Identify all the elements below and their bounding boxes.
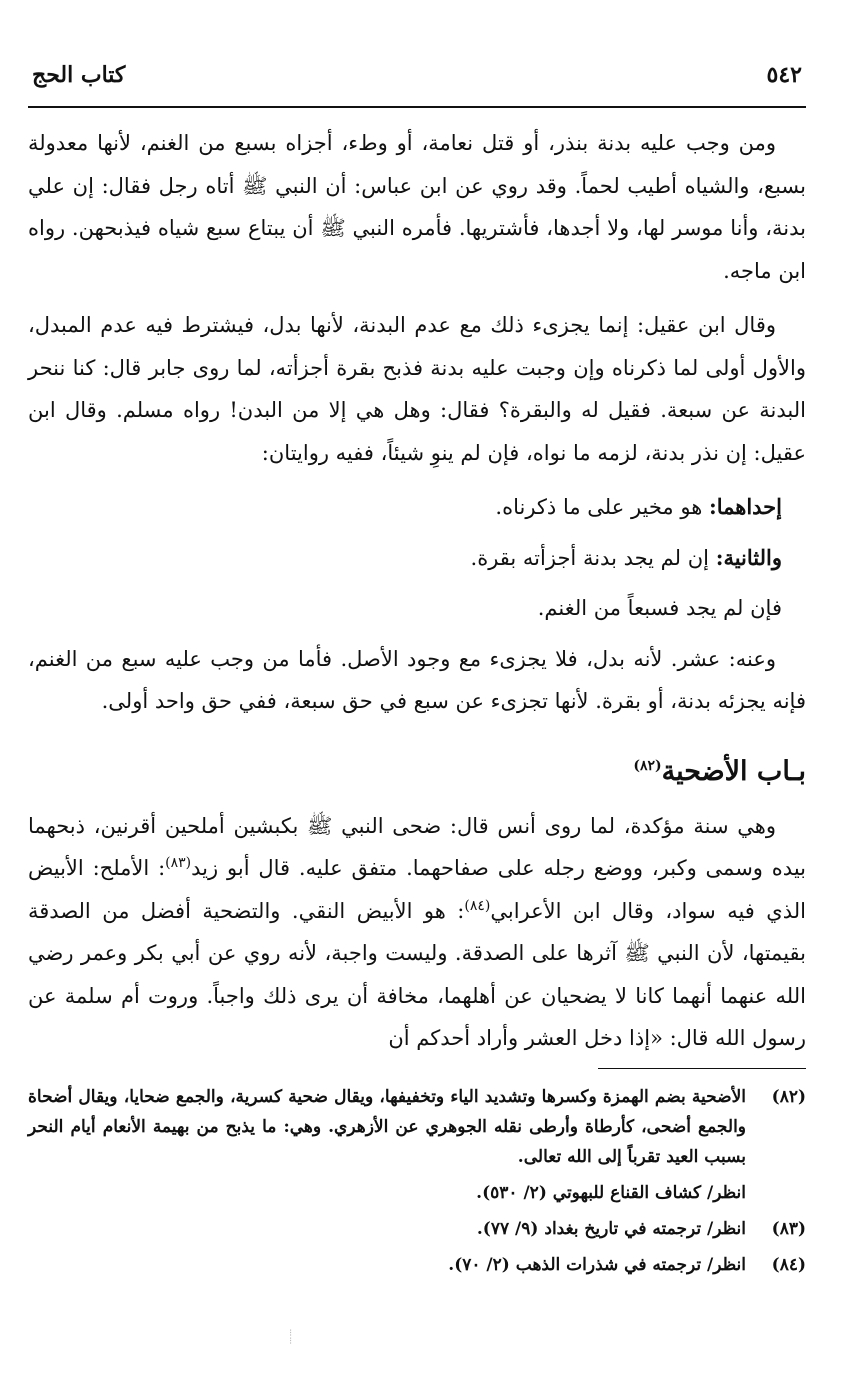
riwaya-label: إحداهما: — [708, 494, 782, 519]
riwaya-text: هو مخير على ما ذكرناه. — [495, 495, 703, 519]
footnote-number: (٨٤) — [771, 1255, 806, 1275]
paragraph-part: وهي سنة مؤكدة، لما روى أنس قال: ضحى النبي ﷺ بكبشين أملحين أقرنين، ذبحهما بيده وسمى وكبر، ووضع رجله على صفاحهما. متفق عليه. قال أبو زيد — [28, 813, 806, 880]
page-number: ٥٤٢ — [766, 62, 802, 88]
footnotes — [28, 1082, 806, 1286]
paragraph — [28, 805, 806, 1060]
paragraph-part: : الأملح: الأبيض الذي فيه سواد، وقال ابن الأعرابي — [28, 856, 806, 923]
scan-mark: ⁝ ⁝ — [289, 1328, 293, 1347]
riwaya-text: إن لم يجد بدنة أجزأته بقرة. — [470, 545, 709, 570]
footnote-ref: (٨٤) — [464, 897, 491, 914]
riwaya-1 — [28, 486, 806, 529]
main-text — [28, 122, 806, 1072]
paragraph: ومن وجب عليه بدنة بنذر، أو قتل نعامة، أو وطء، أجزاه بسبع من الغنم، لأنها معدولة بسبع، والشياه أطيب لحماً. وقد روي عن ابن عباس: أن النبي ﷺ أتاه رجل فقال: إن علي بدنة، وأنا موسر لها، ولا أجدها، فأشتريها. فأمره النبي ﷺ أن يبتاع سبع شياه فيذبحهن. رواه ابن ماجه. — [28, 131, 806, 283]
footnote — [28, 1082, 806, 1208]
section-title-text: بـاب الأضحية — [661, 755, 806, 787]
section-title — [28, 749, 806, 795]
footnote-text: انظر/ ترجمته في شذرات الذهب (٢/ ٧٠). — [448, 1255, 746, 1275]
paragraph: وقال ابن عقيل: إنما يجزىء ذلك مع عدم البدنة، لأنها بدل، فيشترط فيه عدم المبدل، والأول أولى لما ذكرناه وإن وجبت عليه بدنة فذبح بقرة أجزأته، لما روى جابر قال: كنا ننحر البدنة عن سبعة. فقيل له والبقرة؟ فقال: وهل هي إلا من البدن! رواه مسلم. وقال ابن عقيل: إن نذر بدنة، لزمه ما نواه، فإن لم ينوِ شيئاً، ففيه روايتان: — [28, 313, 806, 465]
page-header — [28, 56, 806, 108]
riwaya-2 — [28, 537, 806, 580]
footnote — [28, 1250, 806, 1280]
footnote-source: انظر/ كشاف القناع للبهوتي (٢/ ٥٣٠). — [476, 1183, 746, 1203]
footnote-ref: (٨٣) — [165, 855, 192, 871]
footnote-text: الأضحية بضم الهمزة وكسرها وتشديد الياء وتخفيفها، ويقال ضحية كسرية، والجمع ضحايا، ويقال أضحاة والجمع أضحى، كأرطاة وأرطى نقله الجوهري عن الأزهري. وهي: ما يذبح من بهيمة الأنعام أيام النحر بسبب العيد تقرباً إلى الله تعالى. — [28, 1087, 746, 1167]
paragraph: وعنه: عشر. لأنه بدل، فلا يجزىء مع وجود الأصل. فأما من وجب عليه سبع من الغنم، فإنه يجزئه بدنة، أو بقرة. لأنها تجزىء عن سبع في حق سبعة، ففي حق واحد أولى. — [28, 646, 806, 713]
footnote-separator — [598, 1068, 806, 1069]
footnote — [28, 1214, 806, 1244]
footnote-body — [28, 1082, 746, 1208]
riwaya-label: والثانية: — [715, 544, 782, 570]
paragraph: فإن لم يجد فسبعاً من الغنم. — [537, 596, 782, 620]
footnote-ref: (٨٢) — [633, 757, 662, 774]
running-title: كتاب الحج — [32, 62, 126, 88]
paragraph-part: : هو الأبيض النقي. والتضحية أفضل من الصدقة بقيمتها، لأن النبي ﷺ آثرها على الصدقة. وليست واجبة، لأنه روي عن أبي بكر وعمر رضي الله عنهما أنهما كانا لا يضحيان عن أهلهما، مخافة أن يرى ذلك واجباً. وروت أم سلمة عن رسول الله قال: «إذا دخل العشر وأراد أحدكم أن — [28, 898, 806, 1050]
footnote-number: (٨٣) — [771, 1219, 806, 1239]
footnote-number: (٨٢) — [771, 1087, 806, 1107]
footnote-text: انظر/ ترجمته في تاريخ بغداد (٩/ ٧٧). — [476, 1219, 746, 1239]
